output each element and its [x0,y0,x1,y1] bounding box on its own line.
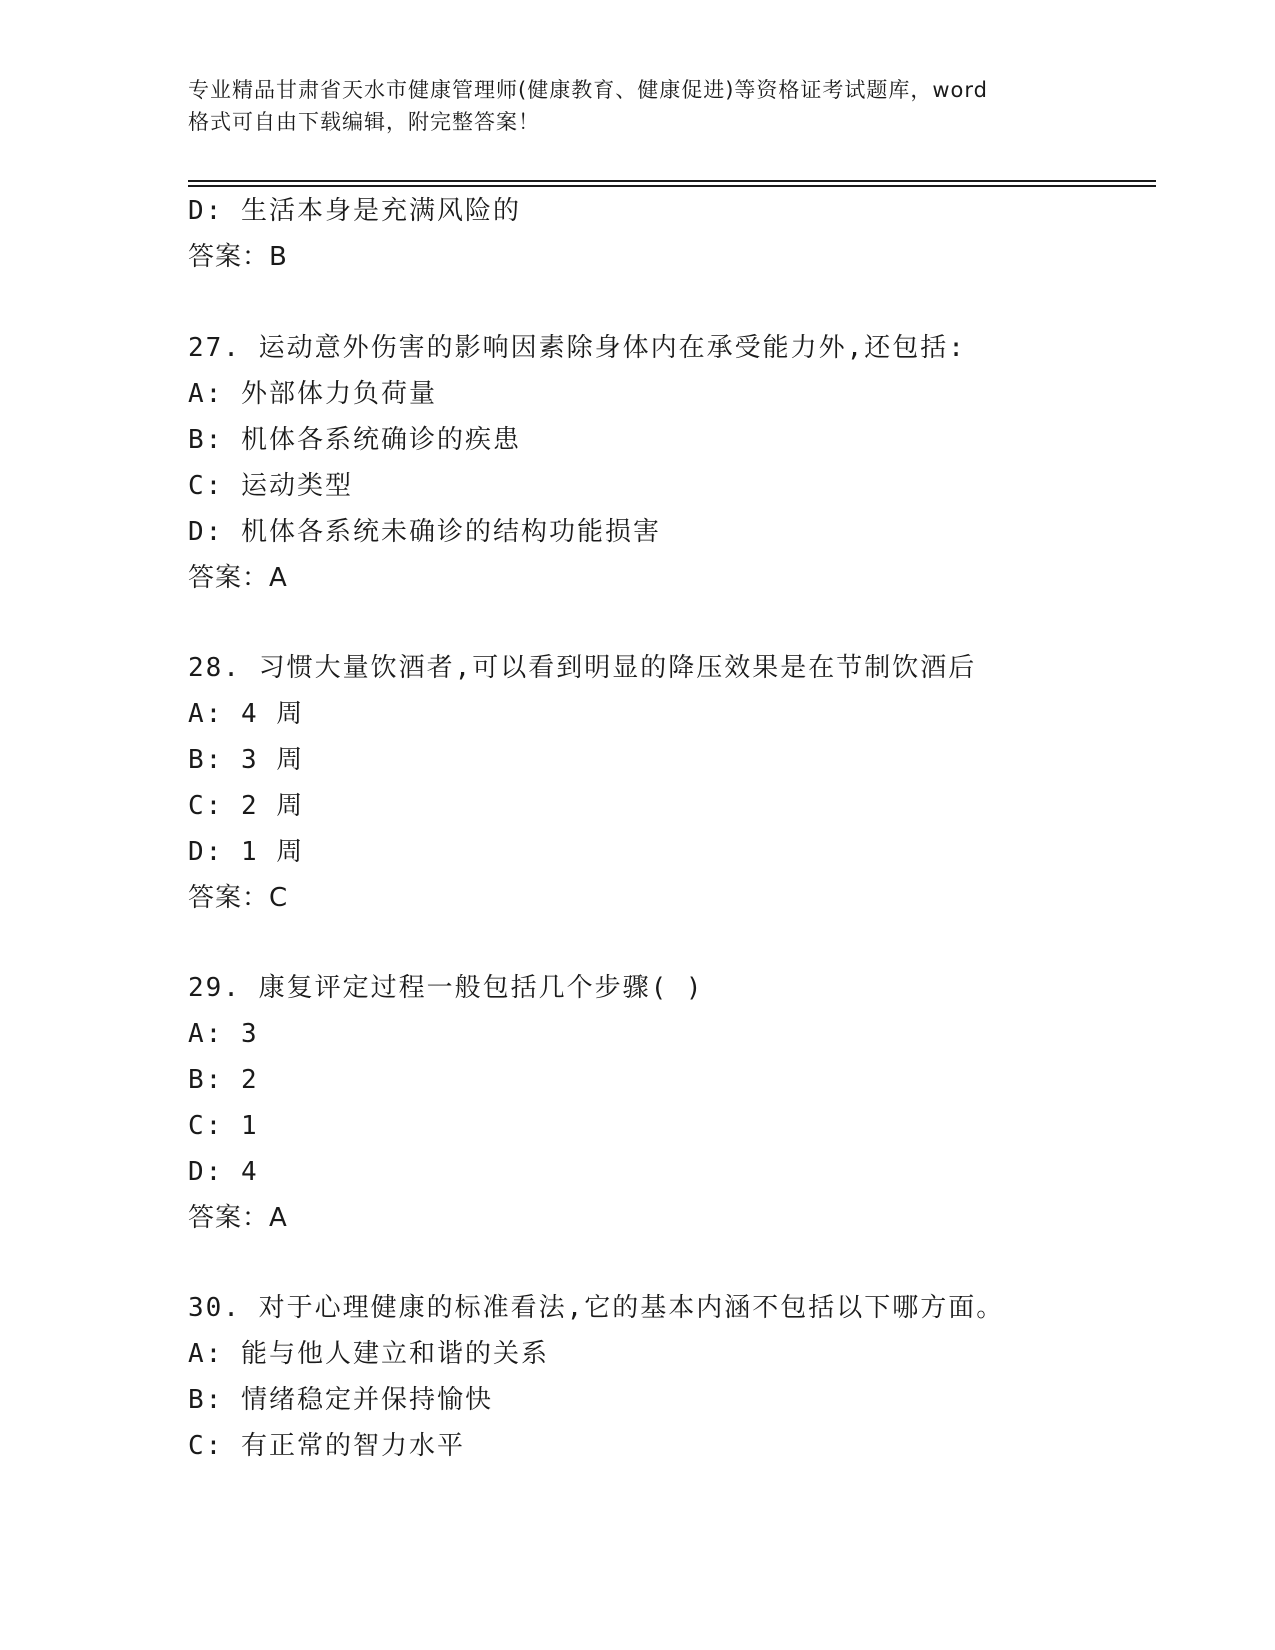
option-b: B: 情绪稳定并保持愉快 [188,1385,493,1415]
option-b: B: 机体各系统确诊的疾患 [188,425,521,455]
option-d: D: 4 [188,1157,259,1187]
option-d: D: 机体各系统未确诊的结构功能损害 [188,517,661,547]
header-rule-bottom [188,185,1156,187]
answer: 答案：A [188,563,288,593]
question-27 [188,325,1148,601]
answer: 答案：C [188,883,289,913]
page-header [188,74,1088,138]
option-d: D: 1 周 [188,837,305,867]
option-a: A: 能与他人建立和谐的关系 [188,1339,549,1369]
spacer [188,601,1148,645]
answer: 答案：A [188,1203,288,1233]
header-line-2: 格式可自由下载编辑，附完整答案！ [188,110,540,134]
header-rule-top [188,180,1156,182]
option-b: B: 3 周 [188,745,305,775]
spacer [188,280,1148,325]
question-stem: 29. 康复评定过程一般包括几个步骤( ) [188,973,704,1003]
prev-answer: 答案：B [188,242,288,272]
question-29 [188,965,1148,1241]
option-a: A: 4 周 [188,699,305,729]
question-stem: 30. 对于心理健康的标准看法,它的基本内涵不包括以下哪方面。 [188,1293,1005,1323]
spacer [188,1241,1148,1285]
question-stem: 28. 习惯大量饮酒者,可以看到明显的降压效果是在节制饮酒后 [188,653,977,683]
question-28 [188,645,1148,921]
option-a: A: 3 [188,1019,259,1049]
option-c: C: 2 周 [188,791,305,821]
header-line-1: 专业精品甘肃省天水市健康管理师(健康教育、健康促进)等资格证考试题库，word [188,78,989,102]
option-b: B: 2 [188,1065,259,1095]
question-30 [188,1285,1148,1469]
prev-option-d: D: 生活本身是充满风险的 [188,196,521,226]
option-c: C: 运动类型 [188,471,353,501]
option-a: A: 外部体力负荷量 [188,379,437,409]
question-content [188,188,1148,1469]
option-c: C: 1 [188,1111,259,1141]
option-c: C: 有正常的智力水平 [188,1431,465,1461]
spacer [188,921,1148,965]
question-stem: 27. 运动意外伤害的影响因素除身体内在承受能力外,还包括: [188,333,966,363]
